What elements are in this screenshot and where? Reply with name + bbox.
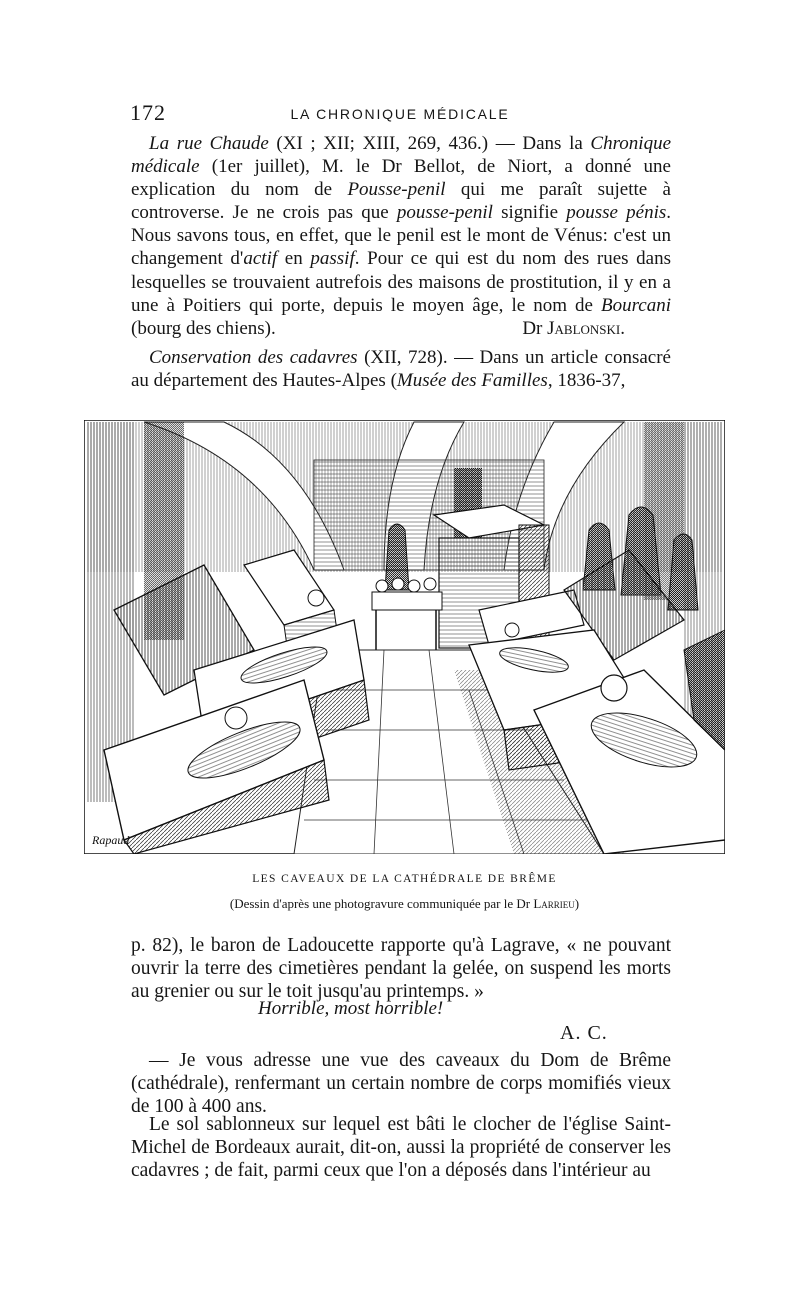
body-text: en <box>277 248 311 270</box>
body-text: qui me paraît sujette à controverse. Je ne crois pas que <box>131 179 671 224</box>
letter-paragraph-1: — Je vous adresse une vue des caveaux du Dom de Brême (cathédrale), renfermant un certain nombre de corps momifiés vieux de 100 à 400 ans. <box>131 1050 671 1117</box>
entry-reference: (XI ; XII; XIII, 269, 436.) — Dans la <box>268 133 591 154</box>
artist-signature: Rapaud <box>92 833 130 847</box>
crypt-illustration <box>84 420 725 854</box>
entry-rue-chaude <box>131 132 671 340</box>
body-text: (XII, 728). — Dans un article consacré au département des Hautes-Alpes ( <box>131 347 671 392</box>
running-head <box>130 100 670 132</box>
term-italic: passif <box>310 248 355 270</box>
journal-name: Chronique médicale <box>131 133 671 178</box>
body-text: (1er juillet), M. le Dr Bellot, de Niort, a donné une explication du nom de <box>131 156 671 201</box>
source-name: Musée des Familles <box>396 370 548 392</box>
page-number: 172 <box>130 100 166 125</box>
letter-paragraph-2: Le sol sablonneux sur lequel est bâti le clocher de l'église Saint-Michel de Bordeaux aurait, dit-on, aussi la propriété de conserver les cadavres ; de fait, parmi ceux que l'on a déposés dans l'intérieur au <box>131 1114 671 1181</box>
term-italic: Bourcani <box>600 294 671 316</box>
entry-heading: La rue Chaude <box>149 133 269 154</box>
figure-caption: LES CAVEAUX DE LA CATHÉDRALE DE BRÊME <box>252 873 557 885</box>
body-text: signifie <box>492 202 567 224</box>
body-text: , 1836-37, <box>547 370 626 392</box>
continuation-paragraph: p. 82), le baron de Ladoucette rapporte qu'à Lagrave, « ne pouvant ouvrir la terre des cimetières pendant la gelée, on suspend les morts au grenier ou sur le toit jusqu'au printemps. » <box>131 935 671 1002</box>
term-italic: pousse-penil <box>396 202 493 224</box>
figure-credit: (Dessin d'après une photogravure communiquée par le Dr Larrieu) <box>229 896 580 911</box>
body-text: . Nous savons tous, en effet, que le penil est le mont de Vénus: c'est un changement d' <box>131 202 671 270</box>
body-text: (bourg des chiens). <box>131 317 276 339</box>
author-signature: Dr Jablonski. <box>522 317 625 339</box>
term-italic: Pousse-penil <box>347 179 446 201</box>
author-initials: A. C. <box>560 1022 608 1044</box>
entry-conservation <box>131 346 671 392</box>
exclamation: Horrible, most horrible! <box>258 998 444 1019</box>
term-italic: actif <box>243 248 278 270</box>
term-italic: pousse pénis <box>566 202 667 224</box>
journal-title: LA CHRONIQUE MÉDICALE <box>290 106 510 122</box>
body-text: . Pour ce qui est du nom des rues dans lesquelles se trouvaient autrefois des maisons de prostitution, il y en a une à Poitiers qui porte, depuis le moyen âge, le nom de <box>131 248 672 316</box>
entry-heading: Conservation des cadavres <box>149 347 358 368</box>
